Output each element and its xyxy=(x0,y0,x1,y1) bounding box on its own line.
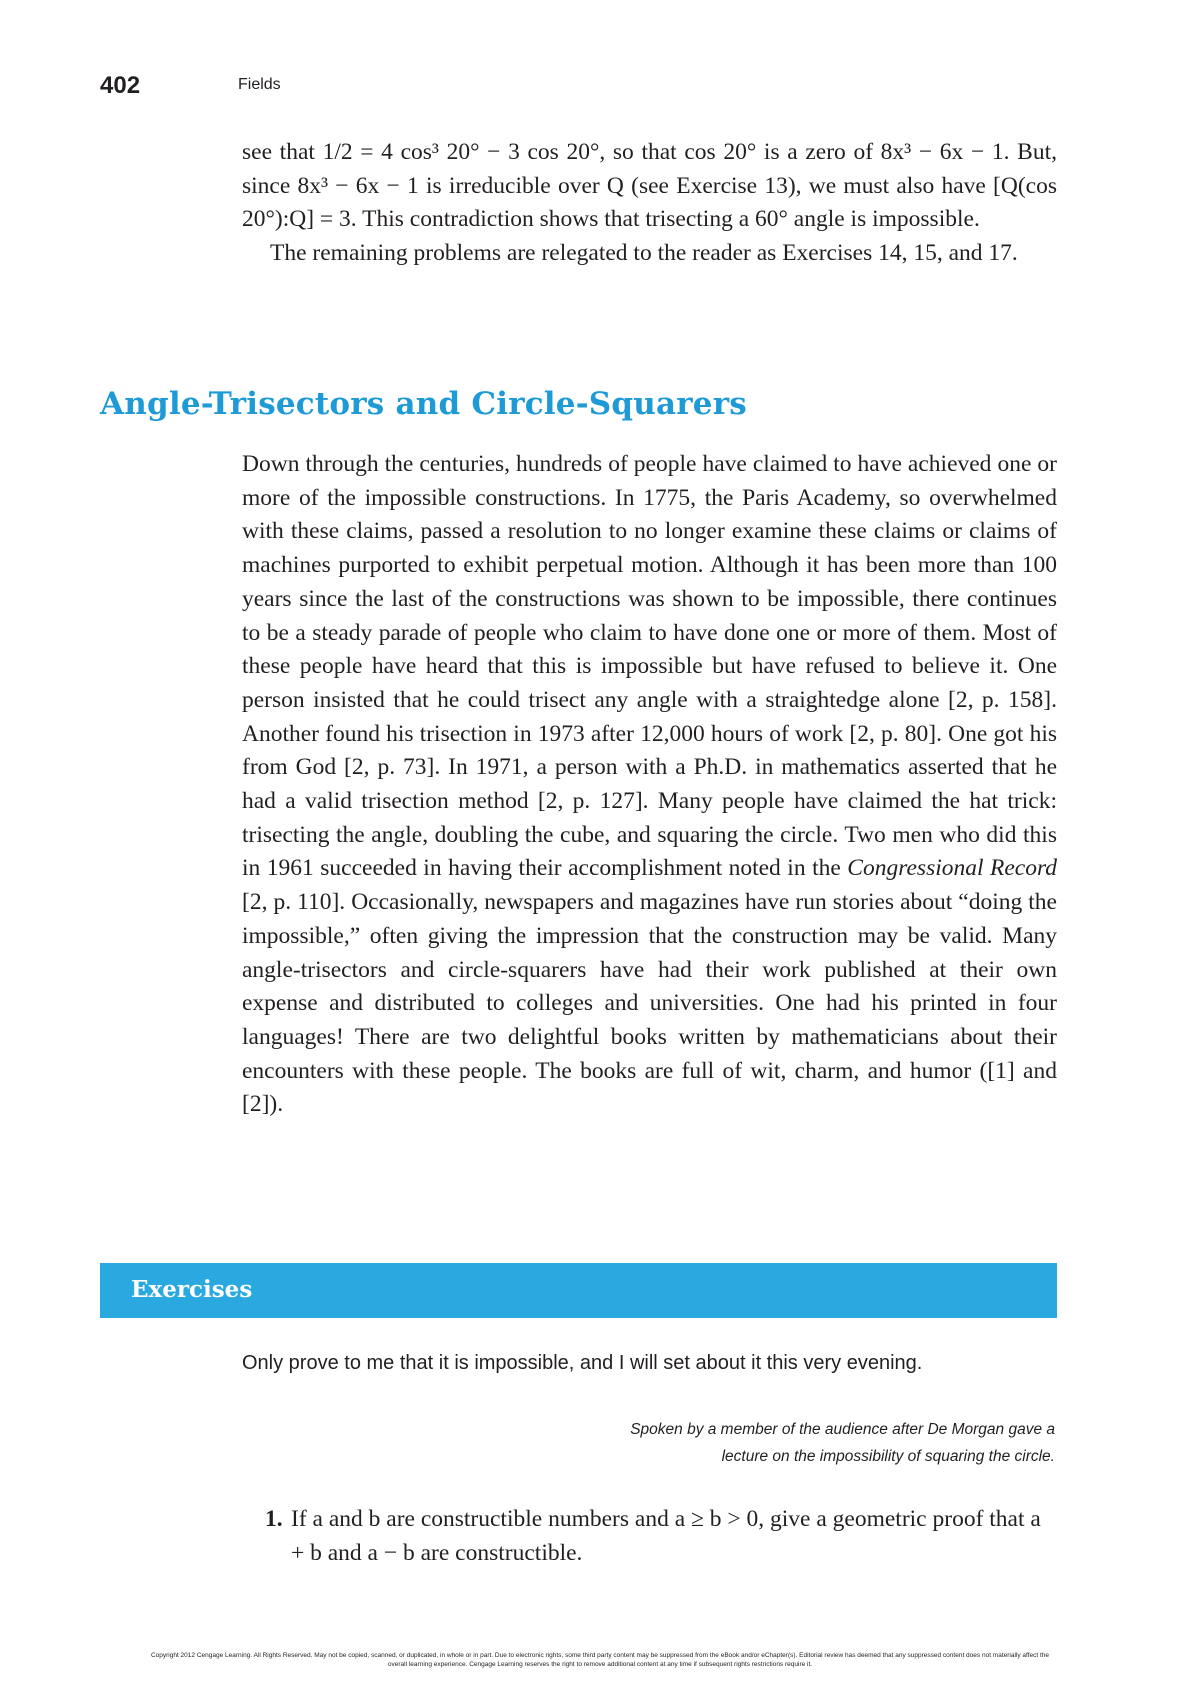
attribution-line-2: lecture on the impossibility of squaring the circle. xyxy=(721,1448,1055,1465)
exercises-banner xyxy=(100,1263,1057,1318)
section-paragraph xyxy=(242,448,1057,1122)
page-header xyxy=(100,72,1100,102)
section-text-part-1: Down through the centuries, hundreds of people have claimed to have achieved one or more of the impossible constructions. In 1775, the Paris Academy, so overwhelmed with these claims, passed a resolution to no longer examine these claims or claims of machines purported to exhibit perpetual motion. Although it has been more than 100 years since the last of the constructions was shown to be impossible, there continues to be a steady parade of people who claim to have done one or more of them. Most of these people have heard that this is impossible but have refused to believe it. One person insisted that he could trisect any angle with a straightedge alone [2, p. 158]. Another found his trisection in 1973 after 12,000 hours of work [2, p. 80]. One got his from God [2, p. 73]. In 1971, a person with a Ph.D. in mathematics asserted that he had a valid trisection method [2, p. 127]. Many people have claimed the hat trick: trisecting the angle, doubling the cube, and squaring the circle. Two men who did this in 1961 succeeded in having their accomplishment noted in the xyxy=(242,451,1057,882)
italic-title: Congressional Record xyxy=(847,855,1058,882)
exercises-heading: Exercises xyxy=(131,1276,253,1303)
epigraph: Only prove to me that it is impossible, and I will set about it this very evening. xyxy=(242,1352,923,1374)
copyright-notice: Copyright 2012 Cengage Learning. All Rights Reserved. May not be copied, scanned, or duplicated, in whole or in part. Due to electronic rights, some third party content may be suppressed from the eBook and/or eChapter(s). Editorial review has deemed that any suppressed content does not materially affect the overall learning experience. Cengage Learning reserves the right to remove additional content at any time if subsequent rights restrictions require it. xyxy=(150,1652,1050,1668)
intro-text xyxy=(242,136,1057,271)
epigraph-attribution xyxy=(500,1416,1055,1470)
section-text-part-2: [2, p. 110]. Occasionally, newspapers and magazines have run stories about “doing the impossible,” often giving the impression that the construction may be valid. Many angle-trisectors and circle-squarers have had their work published at their own expense and distributed to colleges and universities. One had his printed in four languages! There are two delightful books written by mathematicians about their encounters with these people. The books are full of wit, charm, and humor ([1] and [2]). xyxy=(242,889,1057,1118)
intro-paragraph-1: see that 1/2 = 4 cos³ 20° − 3 cos 20°, so that cos 20° is a zero of 8x³ − 6x − 1. But, since 8x³ − 6x − 1 is irreducible over Q (see Exercise 13), we must also have [Q(cos 20°):Q] = 3. This contradiction shows that trisecting a 60° angle is impossible. xyxy=(242,139,1057,233)
section-title: Angle-Trisectors and Circle-Squarers xyxy=(100,386,747,422)
page-number: 402 xyxy=(100,72,141,99)
intro-paragraph-2: The remaining problems are relegated to the reader as Exercises 14, 15, and 17. xyxy=(270,240,1018,267)
exercise-item xyxy=(265,1502,1057,1570)
exercise-number: 1. xyxy=(265,1506,283,1532)
exercise-text: If a and b are constructible numbers and a ≥ b > 0, give a geometric proof that a + b and a − b are constructible. xyxy=(291,1506,1041,1566)
running-head: Fields xyxy=(238,76,281,93)
section-body xyxy=(242,448,1057,1122)
attribution-line-1: Spoken by a member of the audience after De Morgan gave a xyxy=(630,1421,1055,1438)
